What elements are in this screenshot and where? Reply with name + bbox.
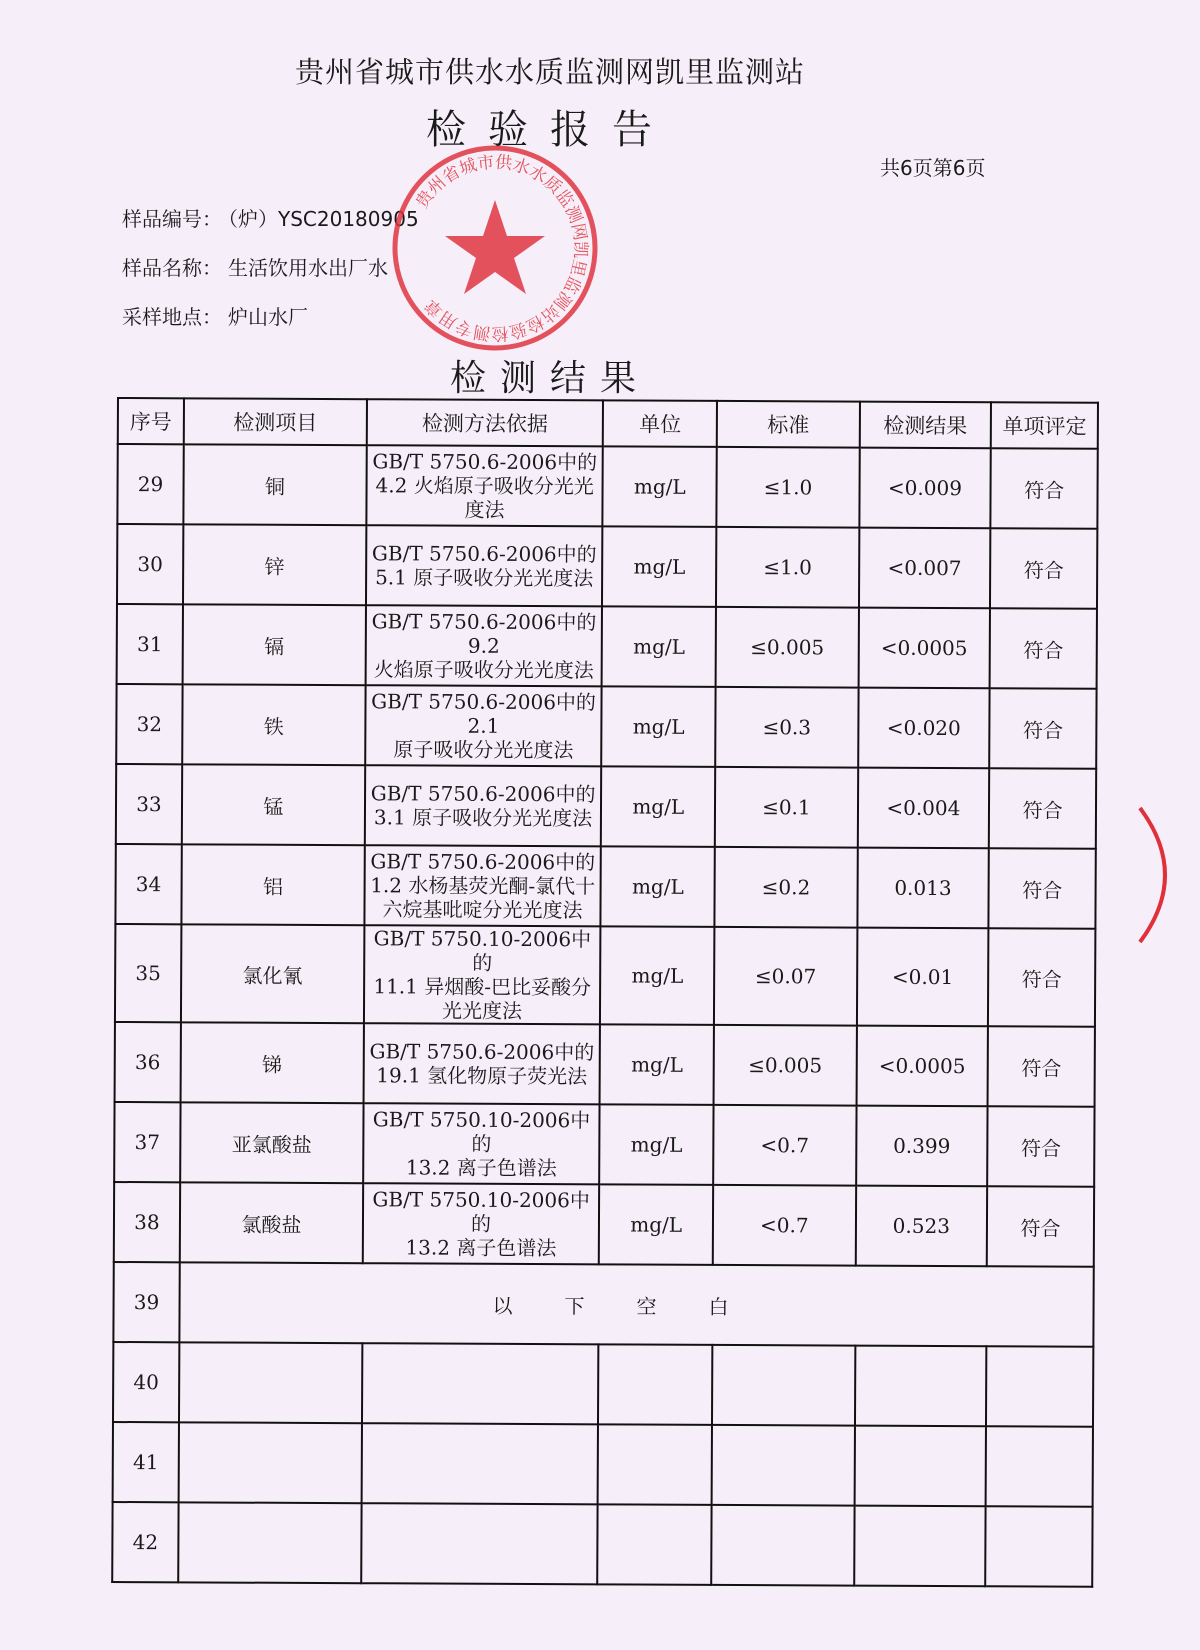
test-method-line: GB/T 5750.10-2006中的 <box>373 926 592 975</box>
row-number: 31 <box>117 604 183 684</box>
test-result: <0.020 <box>858 688 990 769</box>
table-row <box>115 844 1095 929</box>
row-number: 40 <box>113 1342 179 1422</box>
empty-cell <box>986 1426 1093 1507</box>
official-seal <box>385 138 605 358</box>
test-method-line: GB/T 5750.6-2006中的 <box>370 781 596 807</box>
unit: mg/L <box>599 1184 713 1265</box>
table-row <box>116 764 1096 849</box>
table-row <box>115 1022 1095 1107</box>
unit: mg/L <box>601 686 715 767</box>
sample-name-line <box>122 252 388 281</box>
test-method-line: 4.2 火焰原子吸收分光光 <box>375 473 594 499</box>
sample-id-value: （炉）YSC20180905 <box>228 207 419 231</box>
standard-limit: ≤1.0 <box>716 527 859 608</box>
table-row <box>115 924 1095 1027</box>
blank-note: 以下空白 <box>179 1262 1093 1346</box>
standard-limit: ≤1.0 <box>717 447 860 528</box>
evaluation: 符合 <box>991 448 1098 529</box>
report-title: 检验报告 <box>426 107 674 153</box>
row-number: 34 <box>115 844 181 924</box>
test-method-line: 19.1 氢化物原子荧光法 <box>376 1063 588 1089</box>
sample-name-value: 生活饮用水出厂水 <box>228 256 388 280</box>
row-number: 38 <box>114 1182 180 1262</box>
unit: mg/L <box>600 1024 714 1105</box>
test-item: 氯化氰 <box>181 924 364 1023</box>
test-method-line: 5.1 原子吸收分光光度法 <box>375 565 594 591</box>
test-item: 锑 <box>180 1022 363 1103</box>
test-method-line: 光光度法 <box>442 998 523 1023</box>
test-method-line: GB/T 5750.6-2006中的 <box>371 541 597 567</box>
unit: mg/L <box>600 926 714 1025</box>
test-result: <0.01 <box>856 928 988 1027</box>
table-row <box>114 1182 1094 1267</box>
empty-cell <box>712 1425 855 1506</box>
row-number: 29 <box>117 444 183 524</box>
seal-text: 贵州省城市供水水质监测网凯里监测站检验检测专用章 <box>412 152 591 344</box>
table-row <box>114 1102 1094 1187</box>
section-title: 检测结果 <box>449 358 650 399</box>
unit: mg/L <box>601 846 715 927</box>
test-method-line: 1.2 水杨基荧光酮-氯代十 <box>370 873 596 899</box>
sample-id-line <box>122 203 419 232</box>
sample-location-value: 炉山水厂 <box>228 305 308 329</box>
table-header-row <box>118 398 1098 449</box>
empty-cell <box>361 1503 598 1584</box>
test-method-line: 3.1 原子吸收分光光度法 <box>373 805 593 831</box>
empty-cell <box>362 1343 599 1424</box>
header-cell: 序号 <box>118 398 184 444</box>
edge-seal-fragment <box>1135 800 1195 950</box>
empty-cell <box>854 1506 986 1587</box>
test-result: 0.399 <box>856 1106 988 1187</box>
test-item: 锰 <box>182 764 365 845</box>
unit: mg/L <box>602 606 716 687</box>
row-number: 36 <box>115 1022 181 1102</box>
header-cell: 检测结果 <box>859 402 991 449</box>
header-cell: 标准 <box>717 401 859 448</box>
header-cell: 检测项目 <box>184 398 367 445</box>
empty-cell <box>179 1342 362 1423</box>
empty-row <box>113 1342 1093 1427</box>
header-cell: 检测方法依据 <box>367 399 604 446</box>
test-method-line: 13.2 离子色谱法 <box>405 1235 557 1261</box>
empty-cell <box>362 1423 599 1504</box>
test-method <box>363 1103 600 1184</box>
header-cell: 单项评定 <box>991 402 1098 449</box>
empty-cell <box>854 1426 986 1507</box>
test-method-line: GB/T 5750.6-2006中的9.2 <box>371 609 597 658</box>
row-number: 33 <box>116 764 182 844</box>
test-item: 亚氯酸盐 <box>180 1102 363 1183</box>
row-number: 35 <box>115 924 181 1022</box>
evaluation: 符合 <box>990 528 1097 609</box>
test-result: <0.007 <box>858 528 990 609</box>
test-method-line: GB/T 5750.10-2006中的 <box>372 1107 591 1156</box>
standard-limit: ≤0.2 <box>715 847 858 928</box>
test-method-line: GB/T 5750.6-2006中的 <box>372 449 598 475</box>
row-number: 39 <box>113 1262 179 1342</box>
evaluation: 符合 <box>989 768 1096 849</box>
test-item: 氯酸盐 <box>180 1182 363 1263</box>
empty-cell <box>598 1424 712 1505</box>
empty-cell <box>178 1422 361 1503</box>
unit: mg/L <box>603 446 717 527</box>
test-item: 铝 <box>181 844 364 925</box>
test-method-line: GB/T 5750.10-2006中的 <box>372 1187 590 1236</box>
test-method-line: 原子吸收分光光度法 <box>393 737 574 763</box>
empty-cell <box>986 1346 1093 1427</box>
standard-limit: ≤0.1 <box>715 767 858 848</box>
organization-title: 贵州省城市供水水质监测网凯里监测站 <box>294 55 805 89</box>
test-item: 铁 <box>182 684 365 765</box>
evaluation: 符合 <box>989 688 1096 769</box>
test-method <box>364 845 601 926</box>
row-number: 37 <box>114 1102 180 1182</box>
empty-cell <box>854 1346 986 1427</box>
table-row <box>116 684 1096 769</box>
unit: mg/L <box>602 526 716 607</box>
row-number: 30 <box>117 524 183 604</box>
evaluation: 符合 <box>987 1186 1094 1267</box>
test-method <box>363 1023 600 1104</box>
test-method <box>365 685 602 766</box>
test-result: <0.004 <box>857 768 989 849</box>
empty-cell <box>711 1505 854 1586</box>
test-item: 铜 <box>183 444 366 525</box>
test-method-line: 11.1 异烟酸-巴比妥酸分 <box>373 974 592 1000</box>
empty-cell <box>598 1344 712 1425</box>
test-method <box>366 605 603 686</box>
test-result: <0.0005 <box>856 1026 988 1107</box>
test-method <box>364 925 601 1024</box>
standard-limit: <0.7 <box>713 1105 856 1186</box>
standard-limit: ≤0.07 <box>714 927 857 1026</box>
sample-name-label: 样品名称： <box>122 256 222 280</box>
test-result: <0.009 <box>859 448 991 529</box>
sample-id-label: 样品编号： <box>122 207 222 231</box>
unit: mg/L <box>601 766 715 847</box>
standard-limit: <0.7 <box>713 1185 856 1266</box>
test-method-line: GB/T 5750.6-2006中的 <box>369 1039 595 1065</box>
test-method-line: 13.2 离子色谱法 <box>405 1155 557 1181</box>
test-method <box>366 445 603 526</box>
test-method-line: GB/T 5750.6-2006中的 <box>370 849 596 875</box>
test-method <box>366 525 603 606</box>
table-row <box>117 444 1097 529</box>
empty-row <box>113 1422 1093 1507</box>
evaluation: 符合 <box>987 1106 1094 1187</box>
test-result: <0.0005 <box>858 608 990 689</box>
page-count: 共6页第6页 <box>880 156 986 180</box>
row-number: 42 <box>112 1502 178 1582</box>
table-row <box>117 524 1097 609</box>
row-number: 41 <box>113 1422 179 1502</box>
test-method-line: 火焰原子吸收分光光度法 <box>373 657 594 683</box>
test-result: 0.523 <box>855 1186 987 1267</box>
seal-star-icon <box>445 200 545 294</box>
standard-limit: ≤0.3 <box>715 687 858 768</box>
standard-limit: ≤0.005 <box>716 607 859 688</box>
sample-location-label: 采样地点： <box>122 305 222 329</box>
evaluation: 符合 <box>989 848 1096 929</box>
test-item: 锌 <box>183 524 366 605</box>
evaluation: 符合 <box>990 608 1097 689</box>
sample-location-line <box>122 301 308 330</box>
table-body <box>112 444 1098 1587</box>
unit: mg/L <box>599 1104 713 1185</box>
table-row <box>117 604 1097 689</box>
evaluation: 符合 <box>988 928 1095 1027</box>
empty-cell <box>712 1345 855 1426</box>
test-method-line: 度法 <box>464 497 505 522</box>
test-item: 镉 <box>182 604 365 685</box>
standard-limit: ≤0.005 <box>714 1025 857 1106</box>
test-method <box>363 1183 600 1264</box>
blank-note-row <box>113 1262 1093 1347</box>
empty-row <box>112 1502 1092 1587</box>
row-number: 32 <box>116 684 182 764</box>
header-cell: 单位 <box>603 400 717 447</box>
results-table <box>111 397 1099 1588</box>
test-method-line: GB/T 5750.6-2006中的2.1 <box>371 689 597 738</box>
evaluation: 符合 <box>988 1026 1095 1107</box>
empty-cell <box>178 1502 361 1583</box>
test-result: 0.013 <box>857 848 989 929</box>
test-method <box>365 765 602 846</box>
test-method-line: 六烷基吡啶分光光度法 <box>382 897 583 923</box>
empty-cell <box>597 1504 711 1585</box>
empty-cell <box>985 1506 1092 1587</box>
